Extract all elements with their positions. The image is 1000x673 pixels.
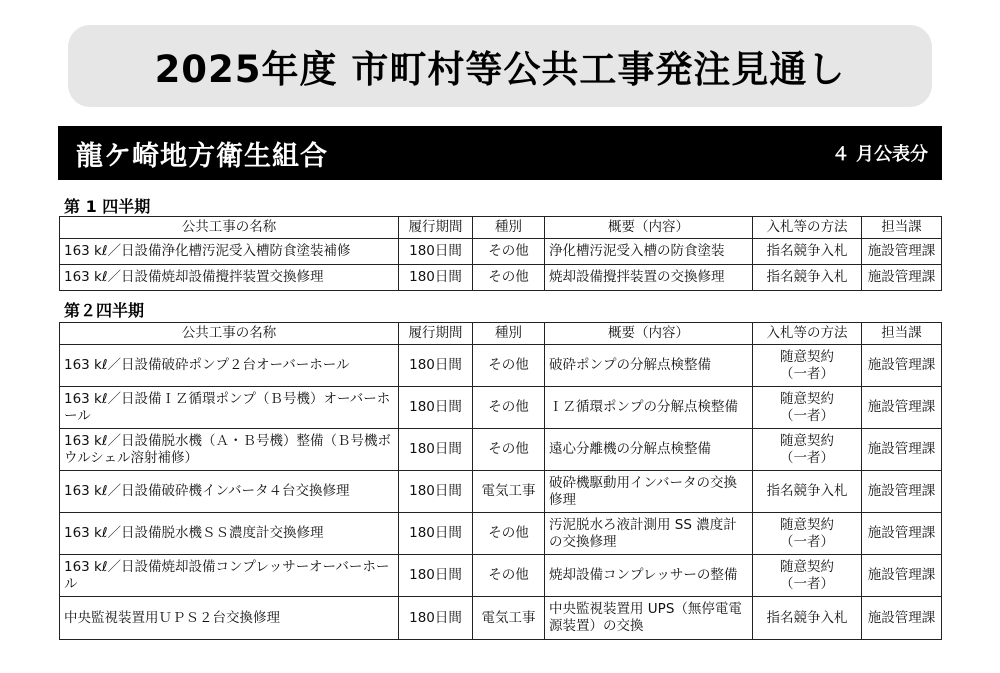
type-cell: その他: [473, 513, 545, 555]
type-cell: その他: [473, 555, 545, 597]
project-name-cell: 163 kℓ／日設備浄化槽汚泥受入槽防食塗装補修: [60, 239, 399, 265]
summary-cell: 焼却設備攪拌装置の交換修理: [545, 265, 753, 291]
period-cell: 180日間: [399, 265, 473, 291]
period-cell: 180日間: [399, 555, 473, 597]
bid-method-cell: 指名競争入札: [753, 239, 862, 265]
type-cell: その他: [473, 429, 545, 471]
summary-cell: 焼却設備コンプレッサーの整備: [545, 555, 753, 597]
department-cell: 施設管理課: [862, 345, 942, 387]
table-header-row: [60, 323, 942, 345]
project-name-cell: 163 kℓ／日設備焼却設備コンプレッサーオーバーホール: [60, 555, 399, 597]
column-header: 履行期間: [399, 323, 473, 345]
department-cell: 施設管理課: [862, 513, 942, 555]
department-cell: 施設管理課: [862, 429, 942, 471]
department-cell: 施設管理課: [862, 597, 942, 640]
type-cell: 電気工事: [473, 471, 545, 513]
bid-method-cell: 指名競争入札: [753, 597, 862, 640]
table-row: [60, 387, 942, 429]
quarter-1-heading: 第 1 四半期: [64, 197, 151, 216]
bid-method-cell: 随意契約 （一者）: [753, 345, 862, 387]
table-row: [60, 597, 942, 640]
summary-cell: 破砕機駆動用インバータの交換修理: [545, 471, 753, 513]
column-header: 概要（内容）: [545, 323, 753, 345]
type-cell: その他: [473, 345, 545, 387]
quarter-1-rows: [60, 239, 942, 291]
quarter-2-rows: [60, 345, 942, 640]
publication-month: ４ 月公表分: [831, 144, 928, 165]
column-header: 概要（内容）: [545, 217, 753, 239]
project-name-cell: 163 kℓ／日設備脱水機ＳＳ濃度計交換修理: [60, 513, 399, 555]
organization-bar: [58, 126, 942, 180]
period-cell: 180日間: [399, 471, 473, 513]
bid-method-cell: 随意契約 （一者）: [753, 387, 862, 429]
table-row: [60, 265, 942, 291]
department-cell: 施設管理課: [862, 555, 942, 597]
bid-method-cell: 随意契約 （一者）: [753, 555, 862, 597]
period-cell: 180日間: [399, 387, 473, 429]
type-cell: 電気工事: [473, 597, 545, 640]
project-name-cell: 中央監視装置用ＵＰＳ２台交換修理: [60, 597, 399, 640]
department-cell: 施設管理課: [862, 265, 942, 291]
summary-cell: 汚泥脱水ろ液計測用 SS 濃度計の交換修理: [545, 513, 753, 555]
summary-cell: ＩＺ循環ポンプの分解点検整備: [545, 387, 753, 429]
bid-method-cell: 随意契約 （一者）: [753, 513, 862, 555]
bid-method-cell: 指名競争入札: [753, 471, 862, 513]
table-header-row: [60, 217, 942, 239]
bid-method-cell: 随意契約 （一者）: [753, 429, 862, 471]
column-header: 担当課: [862, 217, 942, 239]
page-title: 2025年度 市町村等公共工事発注見通し: [154, 48, 846, 91]
column-header: 入札等の方法: [753, 323, 862, 345]
quarter-1-table: [59, 216, 942, 291]
quarter-2-table: [59, 322, 942, 640]
period-cell: 180日間: [399, 345, 473, 387]
period-cell: 180日間: [399, 513, 473, 555]
project-name-cell: 163 kℓ／日設備破砕機インバータ４台交換修理: [60, 471, 399, 513]
department-cell: 施設管理課: [862, 239, 942, 265]
period-cell: 180日間: [399, 597, 473, 640]
column-header: 公共工事の名称: [60, 323, 399, 345]
column-header: 種別: [473, 217, 545, 239]
column-header: 履行期間: [399, 217, 473, 239]
project-name-cell: 163 kℓ／日設備焼却設備攪拌装置交換修理: [60, 265, 399, 291]
table-row: [60, 555, 942, 597]
table-row: [60, 345, 942, 387]
project-name-cell: 163 kℓ／日設備ＩＺ循環ポンプ（Ｂ号機）オーバーホール: [60, 387, 399, 429]
period-cell: 180日間: [399, 429, 473, 471]
summary-cell: 浄化槽汚泥受入槽の防食塗装: [545, 239, 753, 265]
table-row: [60, 471, 942, 513]
period-cell: 180日間: [399, 239, 473, 265]
column-header: 入札等の方法: [753, 217, 862, 239]
summary-cell: 遠心分離機の分解点検整備: [545, 429, 753, 471]
project-name-cell: 163 kℓ／日設備破砕ポンプ２台オーバーホール: [60, 345, 399, 387]
quarter-2-heading: 第２四半期: [64, 301, 145, 320]
project-name-cell: 163 kℓ／日設備脱水機（Ａ・Ｂ号機）整備（Ｂ号機ボウルシェル溶射補修）: [60, 429, 399, 471]
type-cell: その他: [473, 265, 545, 291]
column-header: 担当課: [862, 323, 942, 345]
organization-name: 龍ケ崎地方衛生組合: [76, 140, 328, 172]
department-cell: 施設管理課: [862, 471, 942, 513]
type-cell: その他: [473, 387, 545, 429]
table-row: [60, 429, 942, 471]
bid-method-cell: 指名競争入札: [753, 265, 862, 291]
table-row: [60, 239, 942, 265]
summary-cell: 破砕ポンプの分解点検整備: [545, 345, 753, 387]
type-cell: その他: [473, 239, 545, 265]
column-header: 公共工事の名称: [60, 217, 399, 239]
column-header: 種別: [473, 323, 545, 345]
summary-cell: 中央監視装置用 UPS（無停電電源装置）の交換: [545, 597, 753, 640]
table-row: [60, 513, 942, 555]
title-box: [68, 25, 932, 107]
department-cell: 施設管理課: [862, 387, 942, 429]
